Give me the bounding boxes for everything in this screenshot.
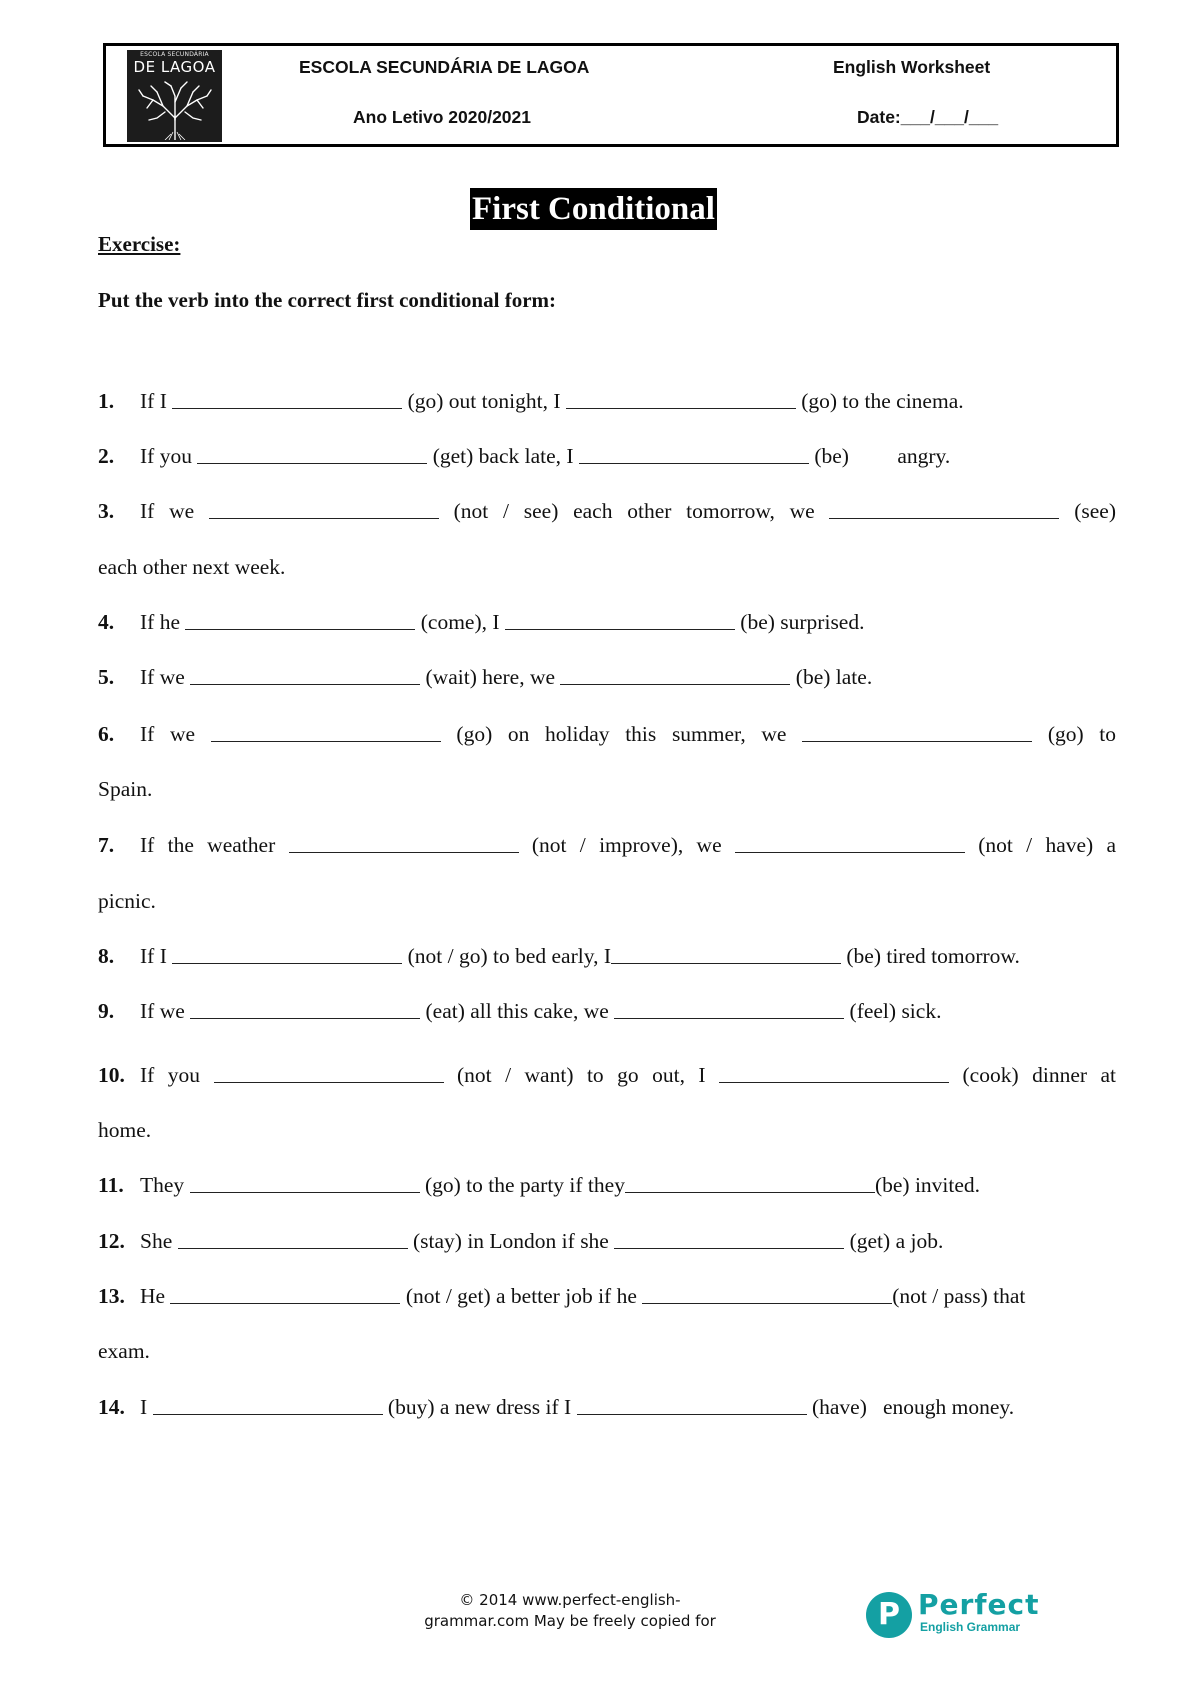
exercise-item-7: [98, 830, 1116, 860]
date-field: Date:___/___/___: [857, 107, 999, 127]
header-box: [103, 43, 1119, 147]
item-text: (have) enough money.: [811, 1395, 1015, 1419]
item-text: (wait) here, we: [425, 665, 556, 689]
item-text: (not / improve), we: [531, 833, 722, 857]
exercise-item-14: [98, 1392, 1116, 1422]
item-text: (go) to the party if they: [424, 1173, 625, 1197]
item-text: (be) tired tomorrow.: [846, 944, 1020, 968]
answer-blank[interactable]: [209, 498, 439, 519]
footer-copyright: [380, 1590, 760, 1632]
item-number: 10.: [98, 1063, 125, 1087]
item-text: If the weather: [140, 833, 276, 857]
worksheet-subject: English Worksheet: [833, 57, 991, 77]
school-logo: [127, 50, 222, 142]
exercise-item-1: [98, 386, 1116, 416]
perfect-english-grammar-logo: [866, 1588, 1040, 1638]
item-text: (not / go) to bed early, I: [407, 944, 611, 968]
item-number: 4.: [98, 610, 115, 634]
item-text: (feel) sick.: [849, 999, 942, 1023]
item-text: (get) back late, I: [432, 444, 574, 468]
item-number: 13.: [98, 1284, 125, 1308]
item-number: 3.: [98, 499, 115, 523]
answer-blank[interactable]: [614, 998, 844, 1019]
answer-blank[interactable]: [579, 443, 809, 464]
exercise-item-3-continuation: each other next week.: [98, 555, 286, 579]
item-text: (go) to: [1047, 722, 1117, 746]
answer-blank[interactable]: [560, 664, 790, 685]
exercise-item-10: [98, 1060, 1116, 1090]
exercise-item-9: [98, 996, 1116, 1026]
item-text: If I: [140, 944, 167, 968]
answer-blank[interactable]: [719, 1062, 949, 1083]
exercise-item-10-continuation: home.: [98, 1118, 152, 1142]
item-number: 2.: [98, 444, 115, 468]
answer-blank[interactable]: [625, 1172, 855, 1193]
logo-small-text: ESCOLA SECUNDÁRIA: [140, 51, 209, 58]
item-text: (not / want) to go out, I: [456, 1063, 706, 1087]
tree-icon: [135, 78, 215, 140]
answer-blank[interactable]: [172, 943, 402, 964]
item-number: 7.: [98, 833, 115, 857]
answer-blank[interactable]: [829, 498, 1059, 519]
item-text: (go) to the cinema.: [801, 389, 964, 413]
answer-blank[interactable]: [577, 1394, 807, 1415]
answer-blank[interactable]: [190, 998, 420, 1019]
item-text: They: [140, 1173, 185, 1197]
item-number: 5.: [98, 665, 115, 689]
exercise-item-3: [98, 496, 1116, 526]
item-number: 12.: [98, 1229, 125, 1253]
answer-blank[interactable]: [566, 388, 796, 409]
exercise-item-8: [98, 941, 1116, 971]
item-text: (be) late.: [795, 665, 873, 689]
answer-blank[interactable]: [735, 832, 965, 853]
item-number: 11.: [98, 1173, 124, 1197]
item-text: If we: [140, 999, 185, 1023]
item-number: 9.: [98, 999, 115, 1023]
item-text: (buy) a new dress if I: [387, 1395, 572, 1419]
logo-word: Perfect: [918, 1588, 1040, 1621]
item-text: She: [140, 1229, 173, 1253]
exercise-item-13-continuation: exam.: [98, 1339, 150, 1363]
item-number: 6.: [98, 722, 115, 746]
item-text: (go) out tonight, I: [407, 389, 561, 413]
item-text: If I: [140, 389, 167, 413]
page-title: First Conditional: [470, 188, 717, 230]
answer-blank-extension: [855, 1172, 875, 1193]
item-text: (come), I: [420, 610, 500, 634]
answer-blank[interactable]: [185, 609, 415, 630]
item-text: (not / get) a better job if he: [405, 1284, 637, 1308]
answer-blank[interactable]: [190, 1172, 420, 1193]
item-text: (cook) dinner at: [962, 1063, 1117, 1087]
item-text: If he: [140, 610, 180, 634]
exercise-item-6-continuation: Spain.: [98, 777, 153, 801]
answer-blank[interactable]: [211, 721, 441, 742]
answer-blank[interactable]: [505, 609, 735, 630]
item-text: (be) invited.: [874, 1173, 981, 1197]
instructions: Put the verb into the correct first conditional form:: [98, 288, 557, 312]
item-text: If you: [140, 444, 192, 468]
answer-blank[interactable]: [614, 1228, 844, 1249]
item-text: If we: [140, 722, 196, 746]
school-name: ESCOLA SECUNDÁRIA DE LAGOA: [299, 57, 590, 77]
item-number: 8.: [98, 944, 115, 968]
exercise-item-7-continuation: picnic.: [98, 889, 156, 913]
exercise-item-2: [98, 441, 1116, 471]
item-text: (eat) all this cake, we: [425, 999, 609, 1023]
item-text: (get) a job.: [849, 1229, 944, 1253]
school-year: Ano Letivo 2020/2021: [353, 107, 531, 127]
item-text: If you: [140, 1063, 201, 1087]
exercise-item-13: [98, 1281, 1116, 1311]
item-text: (stay) in London if she: [413, 1229, 609, 1253]
answer-blank[interactable]: [178, 1228, 408, 1249]
answer-blank[interactable]: [170, 1283, 400, 1304]
exercise-item-11: [98, 1170, 1116, 1200]
answer-blank[interactable]: [611, 943, 841, 964]
answer-blank-extension: [872, 1283, 892, 1304]
answer-blank[interactable]: [642, 1283, 872, 1304]
logo-main-text: DE LAGOA: [133, 58, 216, 76]
exercise-item-6: [98, 719, 1116, 749]
item-text: (be) angry.: [814, 444, 951, 468]
exercise-item-4: [98, 607, 1116, 637]
exercise-item-5: [98, 662, 1116, 692]
item-text: I: [140, 1395, 148, 1419]
item-text: If we: [140, 499, 195, 523]
logo-letter: P: [878, 1597, 900, 1632]
item-text: (not / see) each other tomorrow, we: [453, 499, 815, 523]
answer-blank[interactable]: [289, 832, 519, 853]
answer-blank[interactable]: [214, 1062, 444, 1083]
answer-blank[interactable]: [190, 664, 420, 685]
item-text: (be) surprised.: [740, 610, 865, 634]
item-number: 14.: [98, 1395, 125, 1419]
exercise-heading: Exercise:: [98, 232, 181, 256]
item-text: (see): [1074, 499, 1117, 523]
answer-blank[interactable]: [802, 721, 1032, 742]
answer-blank[interactable]: [153, 1394, 383, 1415]
answer-blank[interactable]: [197, 443, 427, 464]
exercise-item-12: [98, 1226, 1116, 1256]
answer-blank[interactable]: [172, 388, 402, 409]
logo-subtitle: English Grammar: [920, 1620, 1021, 1634]
copyright-line-1: © 2014 www.perfect-english-: [459, 1591, 681, 1609]
item-text: If we: [140, 665, 185, 689]
item-text: He: [140, 1284, 166, 1308]
item-number: 1.: [98, 389, 115, 413]
item-text: (go) on holiday this summer, we: [456, 722, 787, 746]
item-text: (not / have) a: [978, 833, 1117, 857]
item-text: (not / pass) that: [892, 1284, 1026, 1308]
copyright-line-2: grammar.com May be freely copied for: [424, 1612, 716, 1630]
